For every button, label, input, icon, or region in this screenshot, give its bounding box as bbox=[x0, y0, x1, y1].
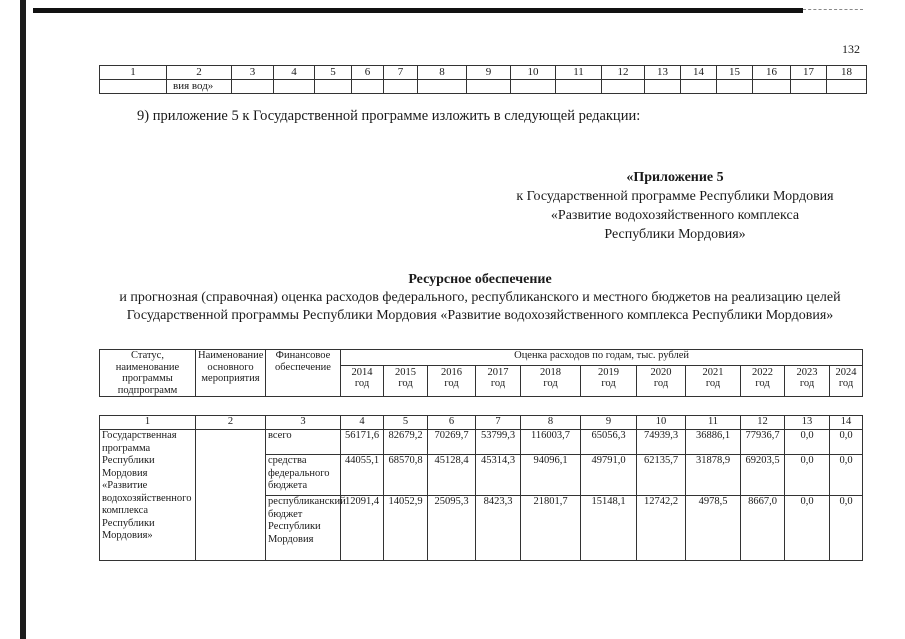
value-cell: 69203,5 bbox=[741, 455, 785, 496]
col-number: 4 bbox=[341, 416, 384, 430]
value-cell: 21801,7 bbox=[521, 496, 581, 561]
col-number: 7 bbox=[476, 416, 521, 430]
value-cell: 8667,0 bbox=[741, 496, 785, 561]
value-cell: 70269,7 bbox=[428, 430, 476, 455]
col-number: 11 bbox=[686, 416, 741, 430]
year-cell: 2018 год bbox=[521, 365, 581, 396]
finance-label: средства федерального бюджета bbox=[266, 455, 341, 496]
value-cell: 15148,1 bbox=[581, 496, 637, 561]
finance-label: республиканский бюджет Республики Мордовия bbox=[266, 496, 341, 561]
value-cell: 31878,9 bbox=[686, 455, 741, 496]
year-cell: 2022 год bbox=[741, 365, 785, 396]
year-cell: 2023 год bbox=[785, 365, 830, 396]
resource-table-header bbox=[99, 349, 863, 397]
value-cell: 49791,0 bbox=[581, 455, 637, 496]
years-header: Оценка расходов по годам, тыс. рублей bbox=[341, 350, 863, 366]
col-number: 1 bbox=[100, 66, 167, 80]
year-cell: 2017 год bbox=[476, 365, 521, 396]
value-cell: 36886,1 bbox=[686, 430, 741, 455]
value-cell: 62135,7 bbox=[637, 455, 686, 496]
value-cell: 0,0 bbox=[785, 430, 830, 455]
value-cell: 45314,3 bbox=[476, 455, 521, 496]
finance-header: Финансовое обеспечение bbox=[266, 350, 341, 397]
col-number: 2 bbox=[167, 66, 232, 80]
col-number: 3 bbox=[266, 416, 341, 430]
value-cell: 14052,9 bbox=[384, 496, 428, 561]
col-number: 14 bbox=[681, 66, 717, 80]
appendix-heading bbox=[480, 168, 870, 244]
value-cell: 116003,7 bbox=[521, 430, 581, 455]
col-number: 12 bbox=[602, 66, 645, 80]
activity-header: Наименование основного мероприятия bbox=[196, 350, 266, 397]
continuation-row bbox=[100, 80, 867, 94]
col-number: 11 bbox=[556, 66, 602, 80]
value-cell: 56171,6 bbox=[341, 430, 384, 455]
col-number: 10 bbox=[637, 416, 686, 430]
value-cell: 8423,3 bbox=[476, 496, 521, 561]
scan-top-bar bbox=[33, 8, 803, 13]
value-cell: 0,0 bbox=[785, 496, 830, 561]
col-number: 5 bbox=[315, 66, 352, 80]
instruction-text: 9) приложение 5 к Государственной программе изложить в следующей редакции: bbox=[137, 108, 641, 124]
year-cell: 2019 год bbox=[581, 365, 637, 396]
table-row bbox=[100, 430, 863, 455]
col-number: 15 bbox=[717, 66, 753, 80]
year-cell: 2016 год bbox=[428, 365, 476, 396]
col-number: 14 bbox=[830, 416, 863, 430]
value-cell: 0,0 bbox=[830, 496, 863, 561]
column-numbers-row bbox=[100, 416, 863, 430]
year-cell: 2014 год bbox=[341, 365, 384, 396]
resource-table-body bbox=[99, 415, 863, 561]
value-cell: 0,0 bbox=[830, 455, 863, 496]
value-cell: 12091,4 bbox=[341, 496, 384, 561]
value-cell: 25095,3 bbox=[428, 496, 476, 561]
col-number: 13 bbox=[645, 66, 681, 80]
col-number: 1 bbox=[100, 416, 196, 430]
col-number: 9 bbox=[467, 66, 511, 80]
page-number: 132 bbox=[842, 42, 860, 56]
appendix-line: Республики Мордовия» bbox=[604, 227, 746, 242]
col-number: 17 bbox=[791, 66, 827, 80]
status-header: Статус, наименование программы подпрограмм bbox=[100, 350, 196, 397]
continuation-header-row bbox=[100, 66, 867, 80]
year-cell: 2020 год bbox=[637, 365, 686, 396]
fragment-text: вия вод» bbox=[167, 80, 232, 94]
document-subtitle: и прогнозная (справочная) оценка расходов федерального, республиканского и местного бюджетов на реализацию целей Государственной программы Республики Мордовия «Развитие водохозяйственного комплекса Республики Мордовия» bbox=[119, 290, 841, 323]
col-number: 4 bbox=[274, 66, 315, 80]
document-title: Ресурсное обеспечение bbox=[408, 272, 552, 287]
program-status: Государственная программа Республики Мордовия «Развитие водохозяйственного комплекса Республики Мордовия» bbox=[100, 430, 196, 561]
value-cell: 45128,4 bbox=[428, 455, 476, 496]
value-cell: 44055,1 bbox=[341, 455, 384, 496]
col-number: 5 bbox=[384, 416, 428, 430]
col-number: 7 bbox=[384, 66, 418, 80]
col-number: 2 bbox=[196, 416, 266, 430]
header-row bbox=[100, 350, 863, 366]
value-cell: 0,0 bbox=[830, 430, 863, 455]
value-cell: 12742,2 bbox=[637, 496, 686, 561]
col-number: 3 bbox=[232, 66, 274, 80]
finance-label: всего bbox=[266, 430, 341, 455]
appendix-title: «Приложение 5 bbox=[626, 170, 724, 185]
main-activity bbox=[196, 430, 266, 561]
year-cell: 2015 год bbox=[384, 365, 428, 396]
year-cell: 2021 год bbox=[686, 365, 741, 396]
scan-left-edge bbox=[20, 0, 26, 639]
year-cell: 2024 год bbox=[830, 365, 863, 396]
value-cell: 94096,1 bbox=[521, 455, 581, 496]
value-cell: 74939,3 bbox=[637, 430, 686, 455]
col-number: 8 bbox=[521, 416, 581, 430]
scan-top-bar-tail bbox=[803, 9, 863, 11]
col-number: 13 bbox=[785, 416, 830, 430]
appendix-line: «Развитие водохозяйственного комплекса bbox=[550, 208, 800, 223]
col-number: 10 bbox=[511, 66, 556, 80]
cell-empty bbox=[100, 80, 167, 94]
appendix-line: к Государственной программе Республики Мордовия bbox=[516, 189, 834, 204]
col-number: 8 bbox=[418, 66, 467, 80]
value-cell: 53799,3 bbox=[476, 430, 521, 455]
value-cell: 82679,2 bbox=[384, 430, 428, 455]
col-number: 6 bbox=[428, 416, 476, 430]
col-number: 12 bbox=[741, 416, 785, 430]
value-cell: 77936,7 bbox=[741, 430, 785, 455]
col-number: 16 bbox=[753, 66, 791, 80]
value-cell: 68570,8 bbox=[384, 455, 428, 496]
value-cell: 4978,5 bbox=[686, 496, 741, 561]
col-number: 18 bbox=[827, 66, 867, 80]
col-number: 9 bbox=[581, 416, 637, 430]
value-cell: 65056,3 bbox=[581, 430, 637, 455]
value-cell: 0,0 bbox=[785, 455, 830, 496]
col-number: 6 bbox=[352, 66, 384, 80]
continuation-table bbox=[99, 65, 867, 94]
